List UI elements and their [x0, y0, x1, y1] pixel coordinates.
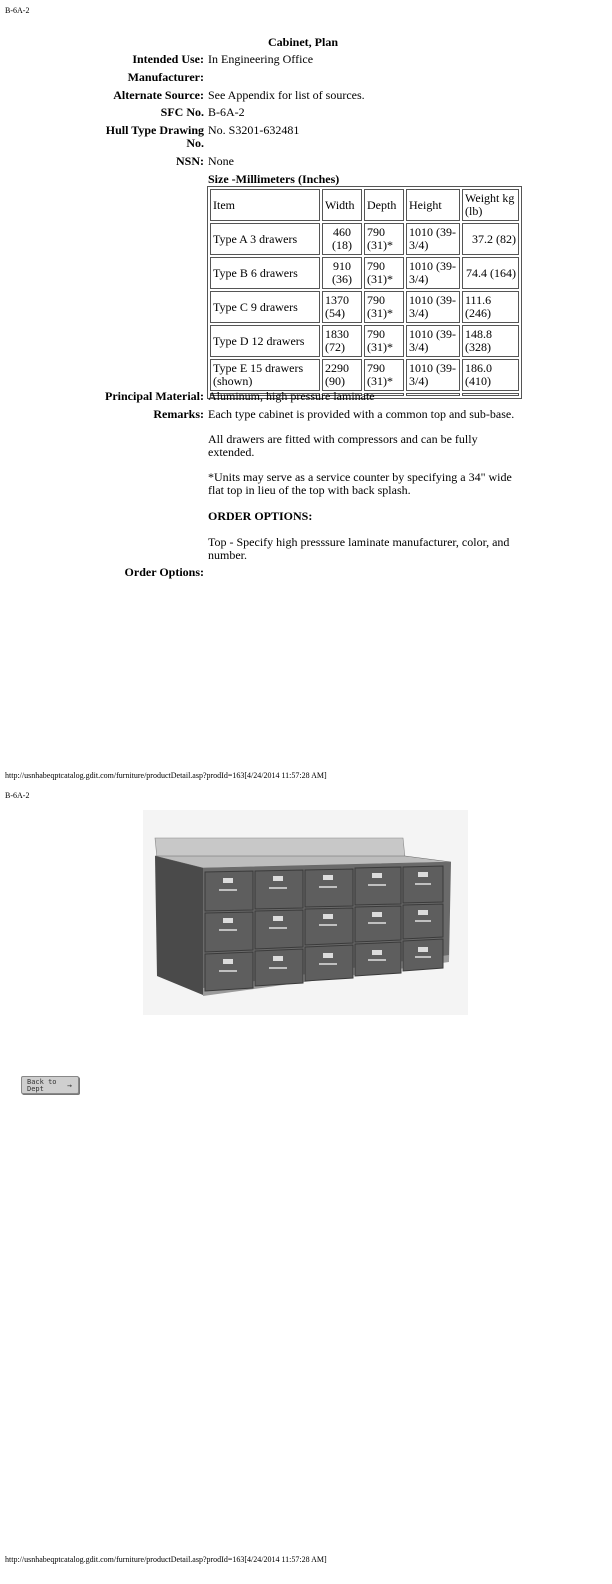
cell-width: 2290 (90): [322, 359, 362, 391]
remarks-paragraph-2: All drawers are fitted with compressors and can be fully extended.: [208, 432, 478, 459]
principal-material-value: Aluminum, high pressure laminate: [208, 389, 375, 403]
sfc-value: B-6A-2: [208, 105, 245, 119]
cell-weight: 111.6 (246): [462, 291, 519, 323]
back-button-line1: Back to: [27, 1078, 57, 1086]
arrow-right-icon: →: [67, 1081, 72, 1090]
cell-width: 1830 (72): [322, 325, 362, 357]
cell-weight: 74.4 (164): [462, 257, 519, 289]
size-label: Size -Millimeters (Inches): [208, 172, 340, 186]
intended-use-value: In Engineering Office: [208, 52, 314, 66]
cell-width: 460 (18): [322, 223, 362, 255]
cell-weight: 148.8 (328): [462, 325, 519, 357]
remarks-paragraph-3: *Units may serve as a service counter by specifying a 34" wide flat top in lieu of the top with back splash.: [208, 470, 512, 497]
cabinet-image: [143, 810, 468, 1015]
cell-height: 1010 (39-3/4): [406, 223, 460, 255]
table-row: [210, 291, 519, 323]
alternate-source-label: Alternate Source:: [113, 88, 204, 102]
cell-item: Type D 12 drawers: [210, 325, 320, 357]
page2-footer-url: http://usnhabeqptcatalog.gdit.com/furniture/productDetail.asp?prodId=163[4/24/2014 11:57:28 AM]: [5, 1555, 327, 1564]
header-height: Height: [406, 189, 460, 221]
remarks-label: Remarks:: [153, 407, 204, 421]
cell-item: Type C 9 drawers: [210, 291, 320, 323]
order-options-label: Order Options:: [124, 565, 204, 579]
cell-height: 1010 (39-3/4): [406, 257, 460, 289]
cell-height: 1010 (39-3/4): [406, 325, 460, 357]
table-row: [210, 325, 519, 357]
page1-footer-url: http://usnhabeqptcatalog.gdit.com/furniture/productDetail.asp?prodId=163[4/24/2014 11:57:28 AM]: [5, 771, 327, 780]
cell-depth: 790 (31)*: [364, 325, 404, 357]
intended-use-label: Intended Use:: [132, 52, 204, 66]
page-title: Cabinet, Plan: [268, 35, 339, 49]
sfc-label: SFC No.: [160, 105, 204, 119]
table-row: [210, 359, 519, 391]
alternate-source-value: See Appendix for list of sources.: [208, 88, 365, 102]
page-header: B-6A-2: [5, 6, 30, 15]
remarks-paragraph-1: Each type cabinet is provided with a common top and sub-base.: [208, 407, 515, 421]
cell-depth: 790 (31)*: [364, 359, 404, 391]
cell-depth: 790 (31)*: [364, 223, 404, 255]
hull-label-line2: No.: [186, 136, 204, 150]
back-button-line2: Dept: [27, 1085, 44, 1093]
principal-material-label: Principal Material:: [105, 389, 204, 403]
cell-item: Type B 6 drawers: [210, 257, 320, 289]
cell-item: Type E 15 drawers (shown): [210, 359, 320, 391]
cell-weight: 37.2 (82): [462, 223, 519, 255]
cell-item: Type A 3 drawers: [210, 223, 320, 255]
hull-value: No. S3201-632481: [208, 123, 300, 137]
header-item: Item: [210, 189, 320, 221]
cell-width: 1370 (54): [322, 291, 362, 323]
nsn-value: None: [208, 154, 234, 168]
table-row: [210, 257, 519, 289]
header-depth: Depth: [364, 189, 404, 221]
order-options-heading: ORDER OPTIONS:: [208, 509, 313, 523]
header-width: Width: [322, 189, 362, 221]
table-header-row: [210, 189, 519, 221]
remarks-paragraph-4: Top - Specify high presssure laminate manufacturer, color, and number.: [208, 535, 510, 562]
cell-width: 910 (36): [322, 257, 362, 289]
back-to-dept-button[interactable]: [21, 1076, 79, 1094]
table-row: [210, 223, 519, 255]
cell-depth: 790 (31)*: [364, 291, 404, 323]
hull-label: [106, 124, 204, 150]
size-table: [207, 186, 522, 399]
nsn-label: NSN:: [175, 154, 204, 168]
header-weight: Weight kg (lb): [462, 189, 519, 221]
cell-weight: 186.0 (410): [462, 359, 519, 391]
hull-label-line1: Hull Type Drawing: [105, 123, 204, 137]
cell-height: 1010 (39-3/4): [406, 291, 460, 323]
cell-depth: 790 (31)*: [364, 257, 404, 289]
cell-height: 1010 (39-3/4): [406, 359, 460, 391]
manufacturer-label: Manufacturer:: [127, 70, 204, 84]
page2-header: B-6A-2: [5, 791, 30, 800]
